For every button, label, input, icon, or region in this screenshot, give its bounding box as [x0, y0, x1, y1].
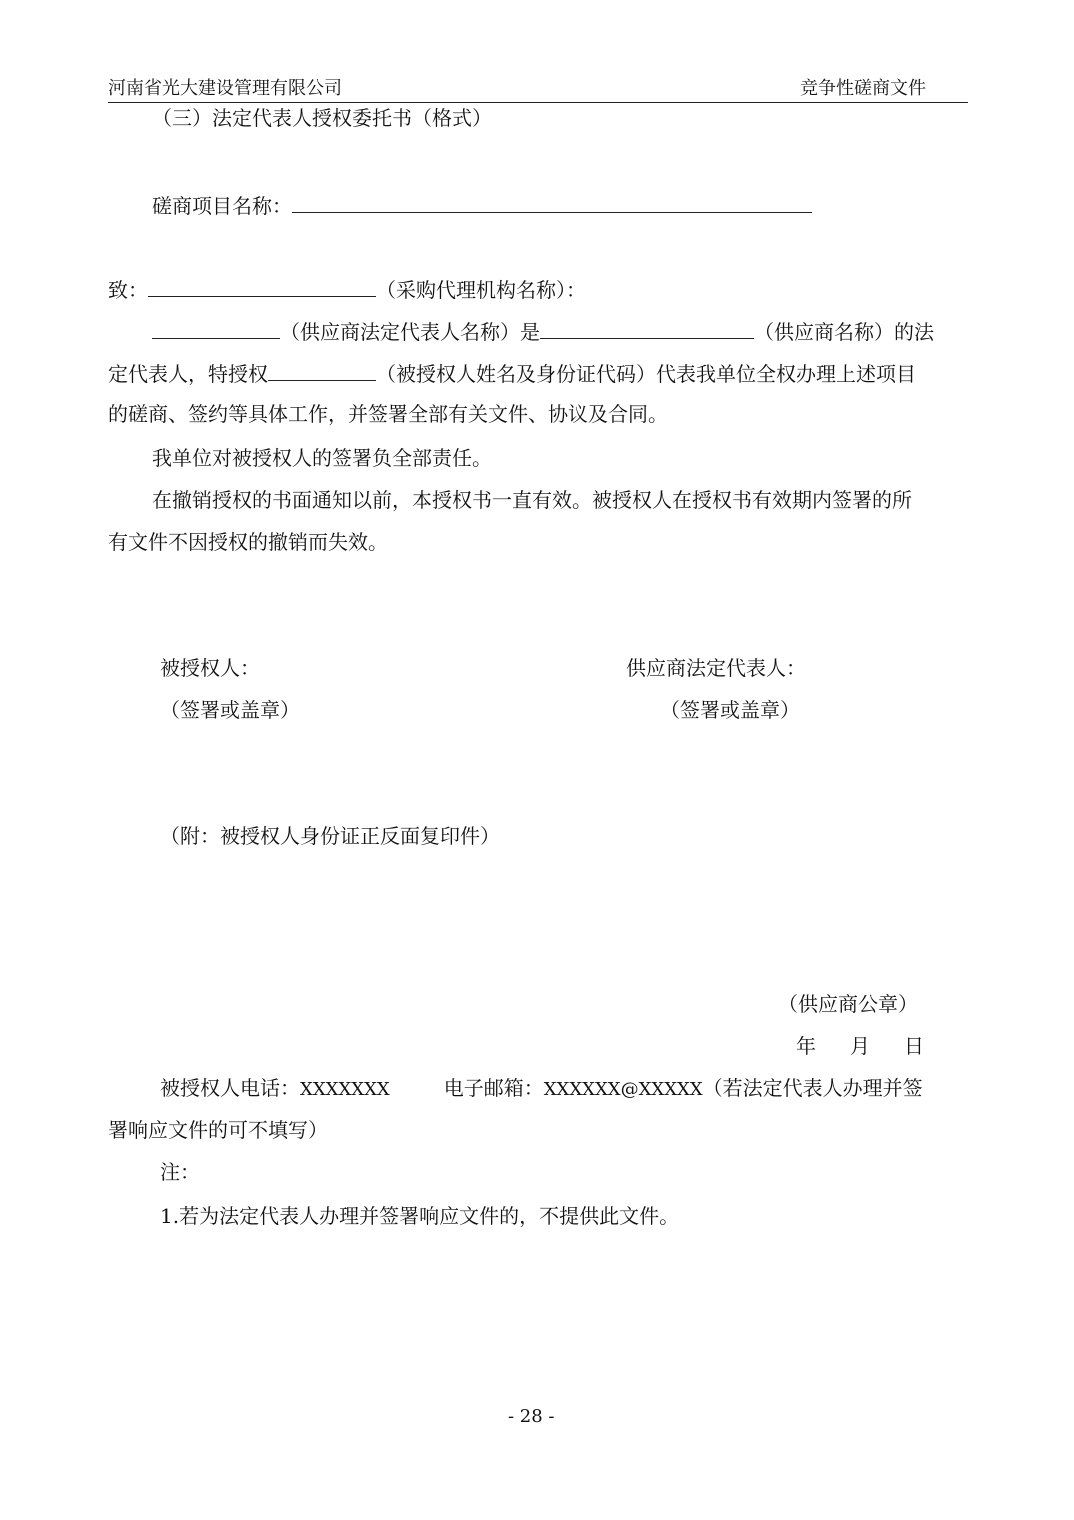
supplier-seal-hint: （供应商公章）	[778, 992, 918, 1016]
recipient-label: 致：	[108, 278, 148, 302]
date-day: 日	[904, 1034, 924, 1058]
para1-line1	[152, 318, 934, 344]
authorized-person-blank	[268, 360, 376, 381]
contact-note-line2: 署响应文件的可不填写）	[108, 1118, 328, 1142]
agency-name-hint: （采购代理机构名称）：	[376, 278, 586, 302]
header-rule	[108, 102, 968, 103]
authorized-person-label: 被授权人：	[160, 656, 260, 680]
para1-line2-start: 定代表人，特授权	[108, 362, 268, 386]
date-month: 月	[850, 1034, 870, 1058]
project-name-label: 磋商项目名称：	[152, 194, 292, 218]
validity-line1: 在撤销授权的书面通知以前，本授权书一直有效。被授权人在授权书有效期内签署的所	[152, 488, 912, 512]
validity-line2: 有文件不因授权的撤销而失效。	[108, 530, 388, 554]
legal-rep-label: 供应商法定代表人：	[626, 656, 806, 680]
contact-note-line1: （若法定代表人办理并签	[702, 1076, 923, 1100]
para1-line2	[108, 360, 916, 386]
header-doc-type: 竞争性磋商文件	[800, 78, 926, 99]
supplier-name-blank	[540, 318, 754, 339]
email-value: XXXXXX@XXXXX	[543, 1079, 703, 1100]
rep-name-blank	[152, 318, 280, 339]
project-name-blank	[292, 192, 812, 213]
page-number: - 28 -	[508, 1406, 555, 1427]
supplier-name-hint: （供应商名称）的法	[754, 320, 934, 344]
recipient-line	[108, 276, 586, 302]
contact-line1	[160, 1076, 923, 1102]
header-company: 河南省光大建设管理有限公司	[108, 78, 342, 99]
authorized-sign-hint: （签署或盖章）	[160, 698, 300, 722]
email-label: 电子邮箱：	[443, 1076, 544, 1100]
phone-value: XXXXXXX	[300, 1079, 390, 1100]
section-title: （三）法定代表人授权委托书（格式）	[152, 106, 492, 130]
phone-label: 被授权人电话：	[160, 1076, 300, 1100]
para1-line3: 的磋商、签约等具体工作，并签署全部有关文件、协议及合同。	[108, 402, 668, 426]
agency-name-blank	[148, 276, 376, 297]
responsibility-paragraph: 我单位对被授权人的签署负全部责任。	[152, 446, 492, 470]
project-name-line	[152, 192, 812, 218]
attachment-note: （附：被授权人身份证正反面复印件）	[160, 824, 500, 848]
notes-title: 注：	[160, 1160, 200, 1184]
legal-rep-sign-hint: （签署或盖章）	[660, 698, 800, 722]
date-year: 年	[796, 1034, 816, 1058]
para1-line2-end: （被授权人姓名及身份证代码）代表我单位全权办理上述项目	[376, 362, 916, 386]
rep-name-hint: （供应商法定代表人名称）是	[280, 320, 540, 344]
notes-item-1: 1.若为法定代表人办理并签署响应文件的，不提供此文件。	[160, 1204, 680, 1228]
